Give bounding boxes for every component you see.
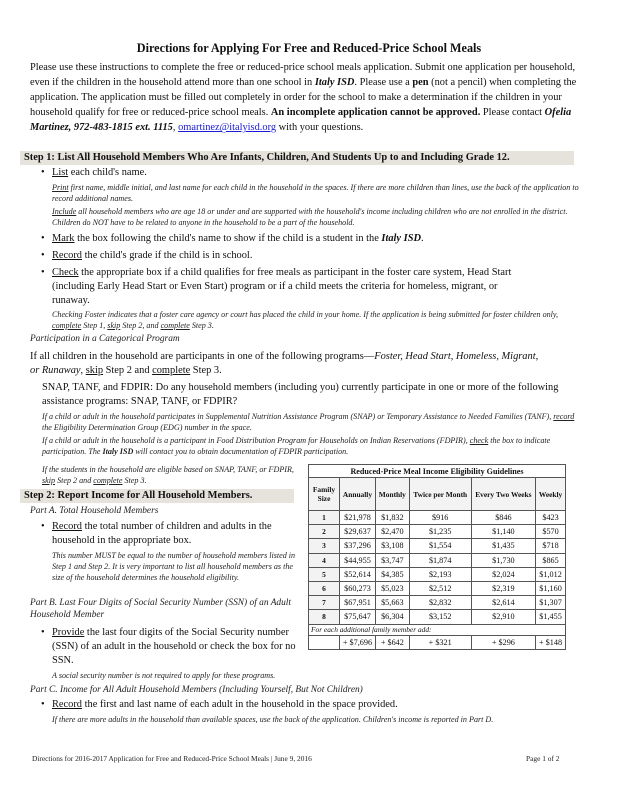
contact-name: Ofelia Martinez, 972-483-1815 ext. 1115	[30, 107, 572, 134]
step1-heading: Step 1: List All Household Members Who Are Infants, Children, And Students Up to and Including Grade 12.	[20, 151, 574, 165]
note-more-adults: If there are more adults in the household than available spaces, use the back of the application. Children's income is reported in Part D.	[52, 715, 494, 724]
bullet-check-foster: • Check the appropriate box if a child qualifies for free meals as participant in the foster care system, Head Start (including Early Head Start or Even Start) program or if a child meets the criteria for homeless, migrant, or runaway.	[52, 266, 522, 308]
table-row: 3 $37,296 $3,108 $1,554 $1,435 $718	[309, 539, 566, 553]
table-row: 8 $75,647 $6,304 $3,152 $2,910 $1,455	[309, 610, 566, 624]
note-ssn: A social security number is not required to apply for these programs.	[52, 671, 276, 680]
page-title: Directions for Applying For Free and Reduced-Price School Meals	[136, 41, 482, 55]
snap-question: SNAP, TANF, and FDPIR: Do any household members (including you) currently participate in one or more of the following assistance programs: SNAP, TANF, or FDPIR?	[42, 382, 559, 408]
table-header-row	[309, 478, 566, 511]
footer-page-number: Page 1 of 2	[526, 754, 560, 763]
table-row: 7 $67,951 $5,663 $2,832 $2,614 $1,307	[309, 596, 566, 610]
note-household-count: This number MUST be equal to the number of household members listed in Step 1 and Step 2. It is very important to list all household members as the size of the household determines the household eligibility.	[52, 551, 296, 582]
table-row: 4 $44,955 $3,747 $1,874 $1,730 $865	[309, 553, 566, 567]
table-row: 5 $52,614 $4,385 $2,193 $2,024 $1,012	[309, 567, 566, 581]
header-annually: Annually	[340, 478, 376, 511]
note-include-members: Include all household members who are age 18 or under and are supported with the household's income including children who are not enrolled in the district. Children do NOT have to be related to anyone in the household to be a part of the household.	[52, 207, 568, 227]
header-monthly: Monthly	[375, 478, 409, 511]
bullet-provide-ssn: • Provide the last four digits of the Social Security number (SSN) of an adult in the household or check the box for no SSN.	[52, 626, 302, 668]
header-twice-per-month: Twice per Month	[409, 478, 471, 511]
categorical-heading: Participation in a Categorical Program	[30, 334, 180, 344]
table-row: 1 $21,978 $1,832 $916 $846 $423	[309, 511, 566, 525]
district-name: Italy ISD	[314, 77, 355, 89]
table-row: 2 $29,637 $2,470 $1,235 $1,140 $570	[309, 525, 566, 539]
categorical-paragraph: If all children in the household are participants in one of the following programs—Foster, Head Start, Homeless, Migrant, or Runaway, skip Step 2 and complete Step 3.	[30, 351, 539, 377]
note-eligible-snap: If the students in the household are eligible based on SNAP, TANF, or FDPIR, skip Step 2 and complete Step 3.	[42, 465, 294, 485]
intro-paragraph: Please use these instructions to complete the free or reduced-price school meals application. Submit one application per household, even if the children in the household attend more than one school in Italy ISD. Please use a pen (not a pencil) when completing the application. The application must be filled out completely in order for the school to make a determination if the children in your household qualify for free or reduced-price school meals. An incomplete application cannot be approved. Please contact Ofelia Martinez, 972-483-1815 ext. 1115, omartinez@italyisd.org with your questions.	[30, 62, 577, 134]
bullet-record-adults: • Record the first and last name of each adult in the household in the space provided.	[52, 698, 582, 712]
bullet-record-grade: • Record the child's grade if the child is in school.	[52, 249, 582, 263]
note-foster: Checking Foster indicates that a foster care agency or court has placed the child in your home. If the application is being submitted for foster children only, complete Step 1, skip Step 2, and complete Step 3.	[52, 310, 559, 330]
table-caption: Reduced-Price Meal Income Eligibility Guidelines	[309, 465, 566, 478]
additional-member-label-row: For each additional family member add:	[309, 624, 566, 635]
header-family-size: Family Size	[309, 478, 340, 511]
part-c-heading: Part C. Income for All Adult Household Members (Including Yourself, But Not Children)	[30, 685, 363, 695]
additional-member-row: + $7,696 + $642 + $321 + $296 + $148	[309, 635, 566, 649]
bullet-record-total: • Record the total number of children and adults in the household in the appropriate box.	[52, 520, 302, 548]
note-fdpir: If a child or adult in the household is a participant in Food Distribution Program for Households on Indian Reservations (FDPIR), check the box to indicate participation. The Italy ISD will contact you to obtain documentation of FDPIR participation.	[42, 436, 551, 456]
footer-left: Directions for 2016-2017 Application for Free and Reduced-Price School Meals | June 9, 2016	[32, 754, 312, 763]
header-every-two-weeks: Every Two Weeks	[471, 478, 535, 511]
part-b-heading: Part B. Last Four Digits of Social Security Number (SSN) of an Adult Household Member	[30, 598, 292, 620]
income-eligibility-table	[308, 464, 566, 650]
bullet-mark-box: • Mark the box following the child's name to show if the child is a student in the Italy ISD.	[52, 232, 582, 246]
part-a-heading: Part A. Total Household Members	[30, 506, 159, 516]
bullet-list-name: • List each child's name.	[52, 166, 582, 180]
contact-email-link[interactable]: omartinez@italyisd.org	[178, 122, 277, 134]
note-print-names: Print first name, middle initial, and last name for each child in the household in the spaces. If there are more children than lines, use the back of the application to record additional names.	[52, 183, 579, 203]
table-row: 6 $60,273 $5,023 $2,512 $2,319 $1,160	[309, 581, 566, 595]
header-weekly: Weekly	[536, 478, 566, 511]
note-snap-tanf: If a child or adult in the household participates in Supplemental Nutrition Assistance Program (SNAP) or Temporary Assistance to Needed Families (TANF), record the Eligibility Determination Group (EDG) number in the space.	[42, 412, 575, 432]
incomplete-warning: An incomplete application cannot be approved.	[270, 107, 481, 119]
step2-heading: Step 2: Report Income for All Household Members.	[20, 489, 294, 503]
